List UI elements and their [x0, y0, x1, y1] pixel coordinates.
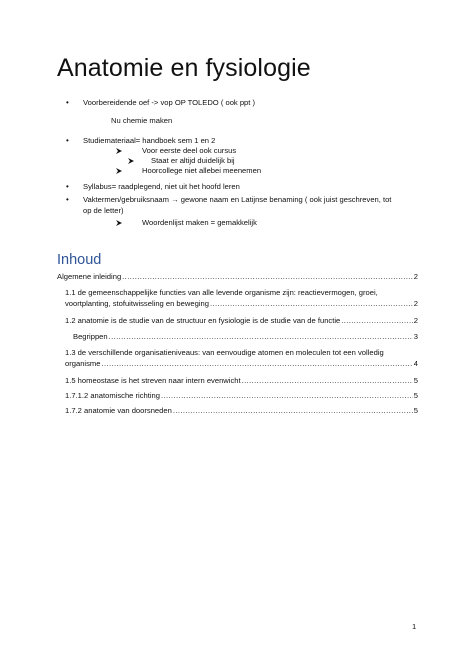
toc-entry-text: Algemene inleiding [57, 272, 122, 281]
document-title: Anatomie en fysiologie [57, 54, 311, 82]
toc-entry-text-line-1[interactable]: 1.1 de gemeenschappelijke functies van alle levende organisme zijn: reactievermogen, groei, [65, 288, 378, 297]
toc-entry[interactable] [57, 272, 418, 282]
toc-entry-text: 1.5 homeostase is het streven naar intern evenwicht [65, 376, 241, 385]
toc-entry-text: 1.7.1.2 anatomische richting [65, 391, 160, 400]
toc-entry-page: 4 [413, 359, 418, 368]
toc-leader-dots [109, 332, 413, 342]
toc-entry-text: Begrippen [73, 332, 108, 341]
toc-entry-text: voortplanting, stofuitwisseling en beweging [65, 299, 209, 308]
toc-leader-dots [161, 391, 413, 401]
toc-entry-page: 2 [413, 316, 418, 325]
arrowhead-bullet-icon [127, 157, 135, 165]
toc-leader-dots [101, 359, 412, 369]
note-item-4-sub: Woordenlijst maken = gemakkelijk [142, 218, 257, 227]
toc-entry-text: 1.2 anatomie is de studie van de structuur en fysiologie is de studie van de functie [65, 316, 341, 325]
toc-entry-text: 1.7.2 anatomie van doorsneden [65, 406, 172, 415]
toc-entry-page: 2 [413, 272, 418, 281]
note-item-3: Syllabus= raadplegend, niet uit het hoofd leren [83, 182, 240, 191]
note-item-2-sub-1: Voor eerste deel ook cursus [142, 146, 237, 155]
toc-entry[interactable] [73, 332, 418, 342]
toc-entry[interactable] [65, 359, 418, 369]
toc-entry[interactable] [65, 376, 418, 386]
note-item-1: Voorbereidende oef -> vop OP TOLEDO ( ook ppt ) [83, 98, 256, 107]
arrowhead-bullet-icon [115, 219, 123, 227]
note-item-4-line-1: Vaktermen/gebruiksnaam → gewone naam en Latijnse benaming ( ook juist geschreven, tot [83, 195, 392, 204]
toc-leader-dots [210, 299, 413, 309]
toc-entry-page: 5 [413, 376, 418, 385]
note-item-2: Studiemateriaal= handboek sem 1 en 2 [83, 136, 216, 145]
toc-entry[interactable] [65, 391, 418, 401]
note-item-2-sub-2: Staat er altijd duidelijk bij [151, 156, 235, 165]
toc-entry-text-line-1[interactable]: 1.3 de verschillende organisatieniveaus: van eenvoudige atomen en moleculen tot een volledig [65, 348, 384, 357]
toc-entry-page: 5 [413, 391, 418, 400]
bullet-dot: • [66, 182, 69, 191]
note-item-2-sub-3: Hoorcollege niet allebei meenemen [142, 166, 262, 175]
note-item-4-line-2: op de letter) [83, 206, 124, 215]
page-number: 1 [412, 622, 417, 631]
toc-leader-dots [242, 376, 413, 386]
arrowhead-bullet-icon [115, 147, 123, 155]
bullet-dot: • [66, 195, 69, 204]
toc-entry-page: 3 [413, 332, 418, 341]
toc-entry-text: organisme [65, 359, 101, 368]
toc-entry[interactable] [65, 316, 418, 326]
toc-heading: Inhoud [57, 252, 102, 268]
toc-leader-dots [341, 316, 413, 326]
toc-entry-page: 2 [413, 299, 418, 308]
toc-leader-dots [173, 406, 413, 416]
toc-entry[interactable] [65, 406, 418, 416]
note-item-1-sub: Nu chemie maken [111, 116, 173, 125]
toc-leader-dots [122, 272, 413, 282]
bullet-dot: • [66, 98, 69, 107]
toc-entry-page: 5 [413, 406, 418, 415]
arrowhead-bullet-icon [115, 167, 123, 175]
toc-entry[interactable] [65, 299, 418, 309]
bullet-dot: • [66, 136, 69, 145]
